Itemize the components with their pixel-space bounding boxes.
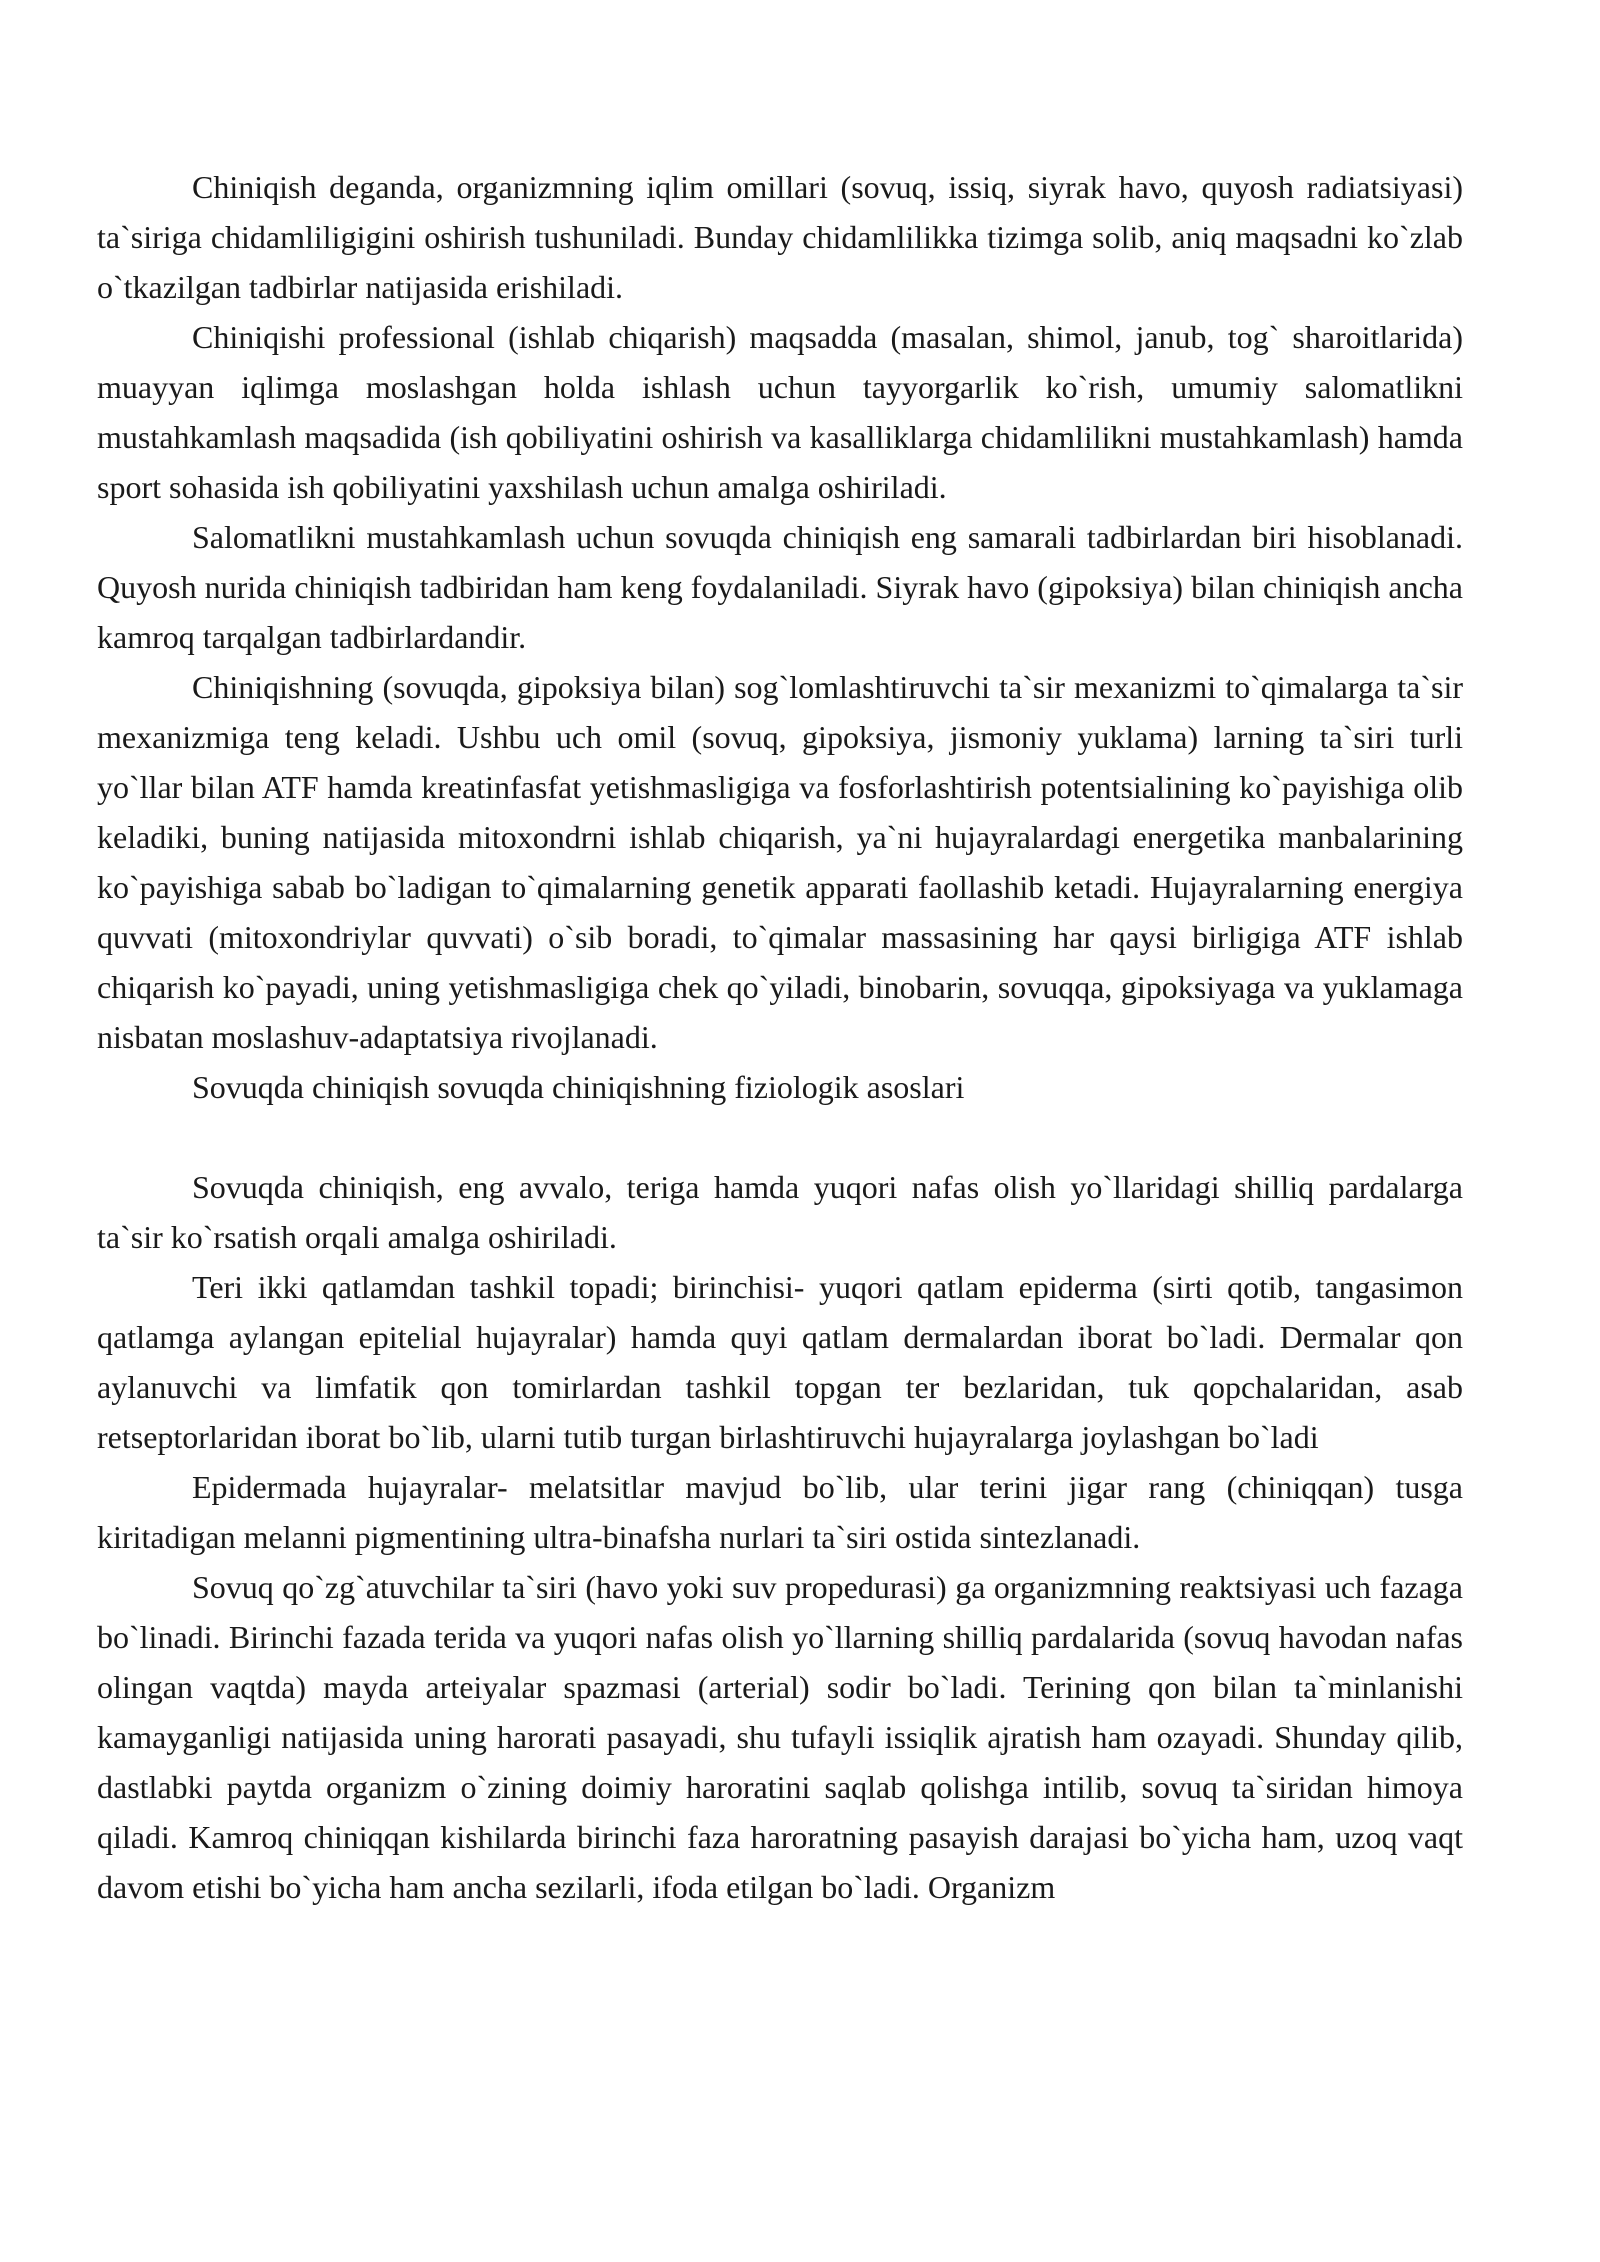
paragraph-definition: Chiniqish deganda, organizmning iqlim omillari (sovuq, issiq, siyrak havo, quyosh radiatsiyasi) ta`siriga chidamliligigini oshirish tushuniladi. Bunday chidamlilikka tizimga solib, aniq maqsadni ko`zlab o`tkazilgan tadbirlar natijasida erishiladi. — [97, 169, 1463, 305]
paragraph-reaction-phases: Sovuq qo`zg`atuvchilar ta`siri (havo yoki suv propedurasi) ga organizmning reaktsiyasi uch fazaga bo`linadi. Birinchi fazada terida va yuqori nafas olish yo`llarning shilliq pardalarida (sovuq havodan nafas olingan vaqtda) mayda arteiyalar spazmasi (arterial) sodir bo`ladi. Terining qon bilan ta`minlanishi kamayganligi natijasida uning harorati pasayadi, shu tufayli issiqlik ajratish ham ozayadi. Shunday qilib, dastlabki paytda organizm o`zining doimiy haroratini saqlab qolishga intilib, sovuq ta`siridan himoya qiladi. Kamroq chiniqqan kishilarda birinchi faza haroratning pasayish darajasi bo`yicha ham, uzoq vaqt davom etishi bo`yicha ham ancha sezilarli, ifoda etilgan bo`ladi. Organizm — [97, 1569, 1463, 1905]
document-page — [97, 162, 1463, 1912]
section-heading: Sovuqda chiniqish sovuqda chiniqishning fiziologik asoslari — [192, 1069, 965, 1105]
paragraph-health: Salomatlikni mustahkamlash uchun sovuqda chiniqish eng samarali tadbirlardan biri hisoblanadi. Quyosh nurida chiniqish tadbiridan ham keng foydalaniladi. Siyrak havo (gipoksiya) bilan chiniqish ancha kamroq tarqalgan tadbirlardandir. — [97, 519, 1463, 655]
paragraph-cold-intro: Sovuqda chiniqish, eng avvalo, teriga hamda yuqori nafas olish yo`llaridagi shilliq pardalarga ta`sir ko`rsatish orqali amalga oshiriladi. — [97, 1169, 1463, 1255]
paragraph-epidermis: Epidermada hujayralar- melatsitlar mavjud bo`lib, ular terini jigar rang (chiniqqan) tusga kiritadigan melanni pigmentining ultra-binafsha nurlari ta`siri ostida sintezlanadi. — [97, 1469, 1463, 1555]
paragraph-mechanism: Chiniqishning (sovuqda, gipoksiya bilan) sog`lomlashtiruvchi ta`sir mexanizmi to`qimalarga ta`sir mexanizmiga teng keladi. Ushbu uch omil (sovuq, gipoksiya, jismoniy yuklama) larning ta`siri turli yo`llar bilan ATF hamda kreatinfasfat yetishmasligiga va fosforlashtirish potentsialining ko`payishiga olib keladiki, buning natijasida mitoxondrni ishlab chiqarish, ya`ni hujayralardagi energetika manbalarining ko`payishiga sabab bo`ladigan to`qimalarning genetik apparati faollashib ketadi. Hujayralarning energiya quvvati (mitoxondriylar quvvati) o`sib boradi, to`qimalar massasining har qaysi birligiga ATF ishlab chiqarish ko`payadi, uning yetishmasligiga chek qo`yiladi, binobarin, sovuqqa, gipoksiyaga va yuklamaga nisbatan moslashuv-adaptatsiya rivojlanadi. — [97, 669, 1463, 1055]
paragraph-skin-layers: Teri ikki qatlamdan tashkil topadi; birinchisi- yuqori qatlam epiderma (sirti qotib, tangasimon qatlamga aylangan epitelial hujayralar) hamda quyi qatlam dermalardan iborat bo`ladi. Dermalar qon aylanuvchi va limfatik qon tomirlardan tashkil topgan ter bezlaridan, tuk qopchalaridan, asab retseptorlaridan iborat bo`lib, ularni tutib turgan birlashtiruvchi hujayralarga joylashgan bo`ladi — [97, 1269, 1463, 1455]
blank-line — [97, 1112, 1463, 1162]
paragraph-purposes: Chiniqishi professional (ishlab chiqarish) maqsadda (masalan, shimol, janub, tog` sharoitlarida) muayyan iqlimga moslashgan holda ishlash uchun tayyorgarlik ko`rish, umumiy salomatlikni mustahkamlash maqsadida (ish qobiliyatini oshirish va kasalliklarga chidamlilikni mustahkamlash) hamda sport sohasida ish qobiliyatini yaxshilash uchun amalga oshiriladi. — [97, 319, 1463, 505]
